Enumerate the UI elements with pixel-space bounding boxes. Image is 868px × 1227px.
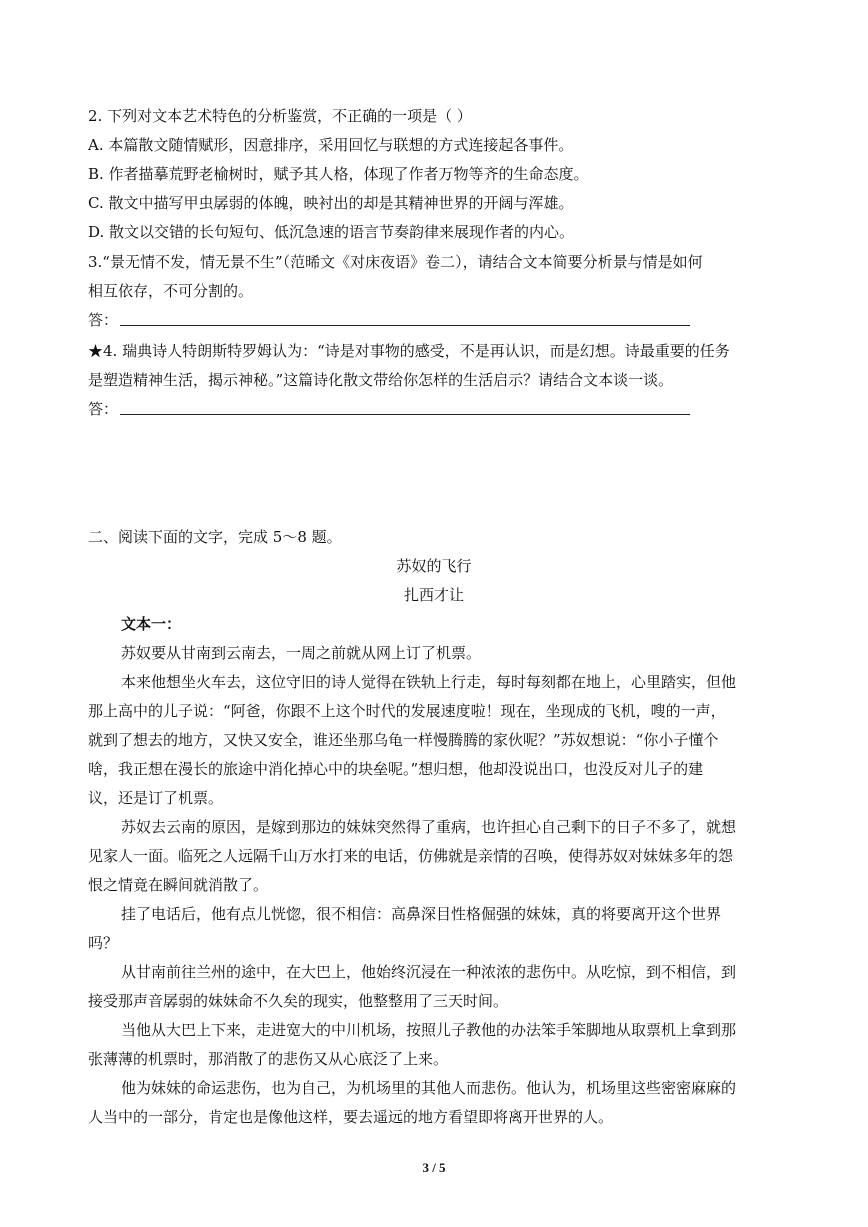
question-3-line-1: 3.“景无情不发，情无景不生”（范晞文《对床夜语》卷二），请结合文本简要分析景与情是如何 [88,253,703,271]
article-line: 他为妹妹的命运悲伤，也为自己，为机场里的其他人而悲伤。他认为，机场里这些密密麻麻的 [121,1079,737,1097]
question-3-answer-label: 答： [88,311,119,329]
article-line: 就到了想去的地方，又快又安全，谁还坐那乌龟一样慢腾腾的家伙呢？”苏奴想说：“你小子懂个 [88,731,719,749]
article-line: 恨之情竟在瞬间就消散了。 [88,876,269,894]
question-2-stem: 2. 下列对文本艺术特色的分析鉴赏，不正确的一项是（ ） [88,107,472,125]
article-line: 本来他想坐火车去，这位守旧的诗人觉得在铁轨上行走，每时每刻都在地上，心里踏实，但他 [121,673,737,691]
question-2-option-a: A. 本篇散文随情赋形，因意排序，采用回忆与联想的方式连接起各事件。 [88,136,574,154]
article-line: 挂了电话后，他有点儿恍惚，很不相信：高鼻深目性格倔强的妹妹，真的将要离开这个世界 [121,905,722,923]
article-line: 啥，我正想在漫长的旅途中消化掉心中的块垒呢。”想归想，他却没说出口，也没反对儿子的建 [88,760,704,778]
question-4-line-1: ★4. 瑞典诗人特朗斯特罗姆认为：“诗是对事物的感受，不是再认识，而是幻想。诗最重要的任务 [88,342,730,360]
article-line: 接受那声音孱弱的妹妹命不久矣的现实，他整整用了三天时间。 [88,992,509,1010]
article-line: 那上高中的儿子说：“阿爸，你跟不上这个时代的发展速度啦！现在，坐现成的飞机，嗖的一声， [88,702,726,720]
question-3-line-2: 相互依存，不可分割的。 [88,282,254,300]
question-2-option-d: D. 散文以交错的长句短句、低沉急速的语言节奏韵律来展现作者的内心。 [88,223,575,241]
article-line: 张薄薄的机票时，那消散了的悲伤又从心底泛了上来。 [88,1050,449,1068]
text-one-subheading: 文本一： [121,615,182,633]
article-line: 见家人一面。临死之人远隔千山万水打来的电话，仿佛就是亲情的召唤，使得苏奴对妹妹多年的怨 [88,847,734,865]
question-2-option-b: B. 作者描摹荒野老榆树时，赋予其人格，体现了作者万物等齐的生命态度。 [88,165,589,183]
article-author: 扎西才让 [403,586,464,604]
article-line: 议，还是订了机票。 [88,789,224,807]
article-line: 吗？ [88,934,119,952]
section-two-heading: 二、阅读下面的文字，完成 5～8 题。 [88,528,342,546]
question-4-answer-label: 答： [88,400,119,418]
question-3-answer-line[interactable] [120,325,690,326]
question-4-line-2: 是塑造精神生活，揭示神秘。”这篇诗化散文带给你怎样的生活启示？请结合文本谈一谈。 [88,371,674,389]
question-2-option-c: C. 散文中描写甲虫孱弱的体魄，映衬出的却是其精神世界的开阔与浑雄。 [88,194,574,212]
article-title: 苏奴的飞行 [396,557,472,575]
article-line: 苏奴去云南的原因，是嫁到那边的妹妹突然得了重病，也许担心自己剩下的日子不多了，就想 [121,818,737,836]
page-number: 3 / 5 [422,1160,446,1175]
article-line: 苏奴要从甘南到云南去，一周之前就从网上订了机票。 [121,644,482,662]
article-line: 人当中的一部分，肯定也是像他这样，要去遥远的地方看望即将离开世界的人。 [88,1108,614,1126]
question-4-answer-line[interactable] [120,414,690,415]
article-line: 从甘南前往兰州的途中，在大巴上，他始终沉浸在一种浓浓的悲伤中。从吃惊，到不相信，到 [121,963,737,981]
article-line: 当他从大巴上下来，走进宽大的中川机场，按照儿子教他的办法笨手笨脚地从取票机上拿到那 [121,1021,737,1039]
